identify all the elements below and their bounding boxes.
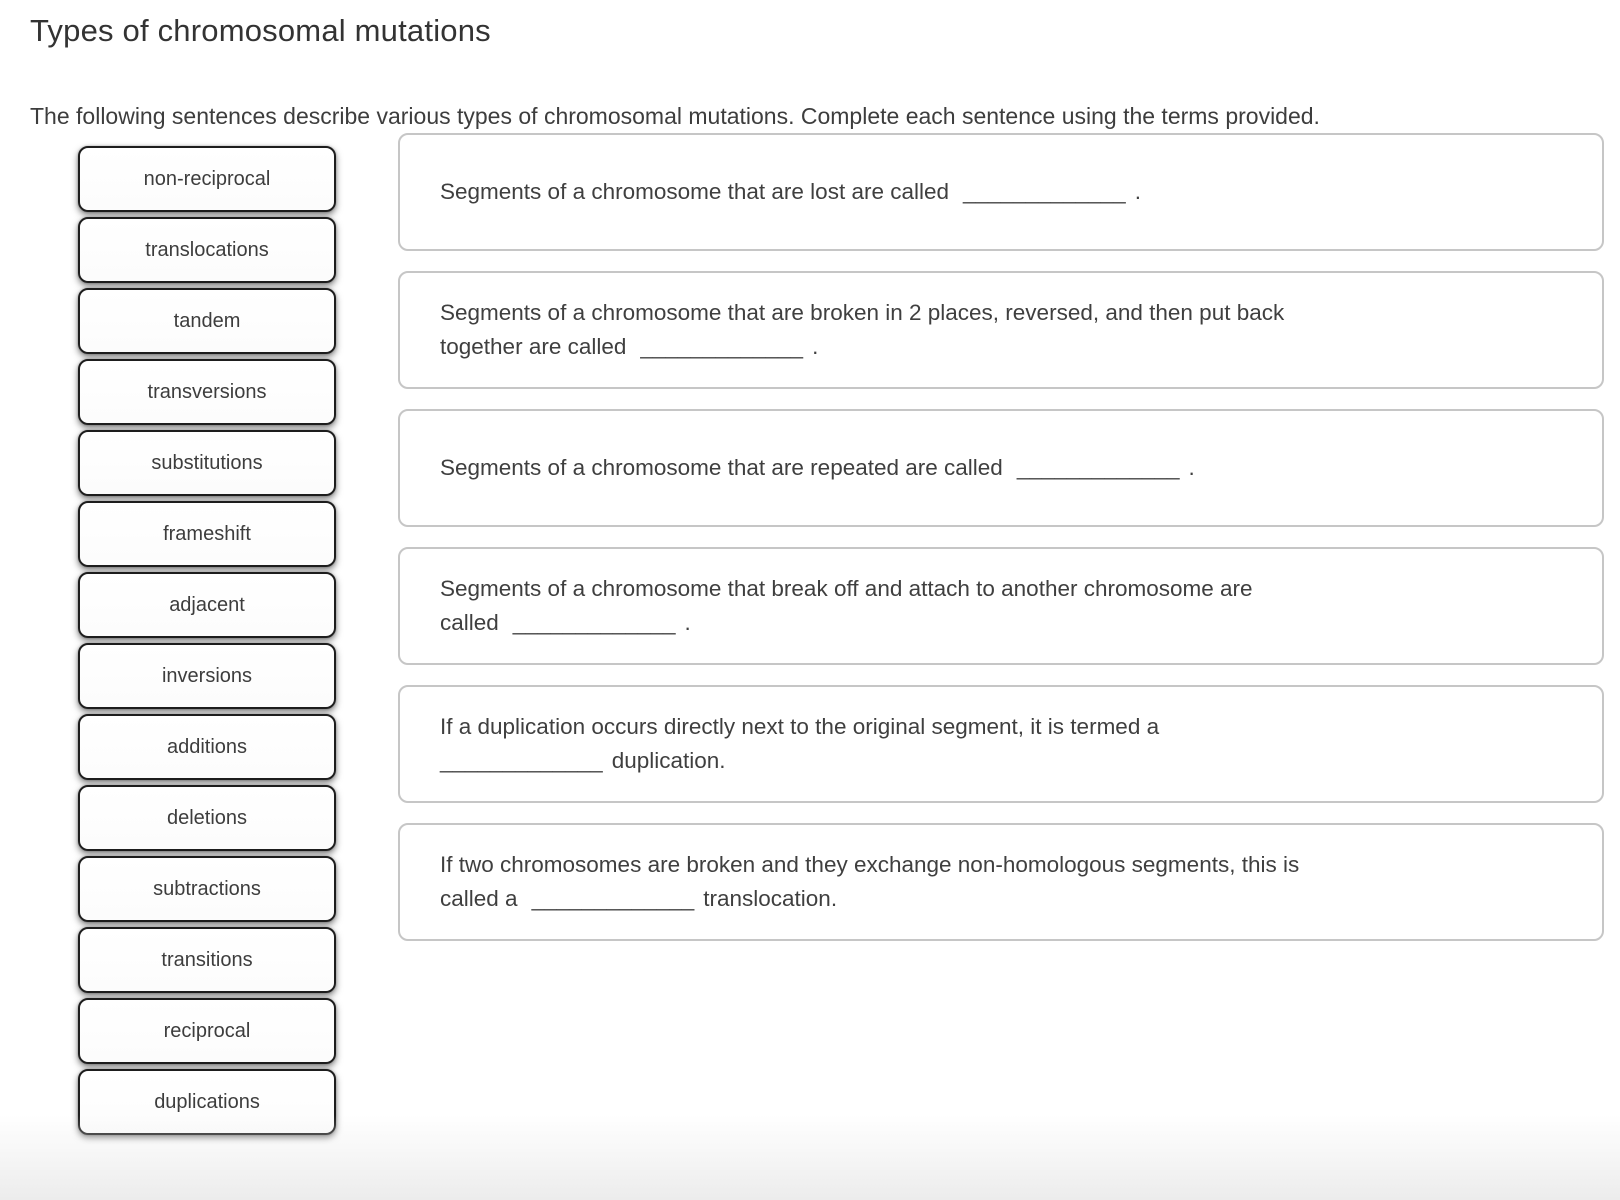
question-box[interactable] [398, 271, 1604, 389]
question-text-after: . [1134, 179, 1141, 204]
question-line [440, 330, 1562, 364]
term-chip[interactable]: transversions [78, 359, 336, 425]
answer-blank[interactable]: _____________ [512, 610, 676, 635]
term-chip[interactable]: translocations [78, 217, 336, 283]
question-line [440, 175, 1562, 209]
answer-blank[interactable]: _____________ [531, 886, 695, 911]
term-chip[interactable]: deletions [78, 785, 336, 851]
question-text: Segments of a chromosome that are repeated are called [440, 455, 1003, 480]
answer-blank[interactable]: _____________ [640, 334, 804, 359]
question-line [440, 572, 1562, 606]
question-line [440, 606, 1562, 640]
question-text-after: translocation. [703, 886, 838, 911]
term-chip[interactable]: duplications [78, 1069, 336, 1135]
term-chip[interactable]: adjacent [78, 572, 336, 638]
question-text: Segments of a chromosome that break off and attach to another chromosome are [440, 576, 1253, 601]
question-line [440, 710, 1562, 744]
question-line [440, 296, 1562, 330]
page-title: Types of chromosomal mutations [30, 12, 491, 48]
question-box[interactable] [398, 409, 1604, 527]
instruction-text: The following sentences describe various types of chromosomal mutations. Complete each sentence using the terms provided. [30, 103, 1320, 129]
term-chip[interactable]: subtractions [78, 856, 336, 922]
question-line [440, 744, 1562, 778]
term-chip[interactable]: tandem [78, 288, 336, 354]
question-box[interactable] [398, 823, 1604, 941]
question-text-after: duplication. [611, 748, 726, 773]
question-text: If a duplication occurs directly next to the original segment, it is termed a [440, 714, 1160, 739]
question-box[interactable] [398, 547, 1604, 665]
question-line [440, 882, 1562, 916]
term-bank [78, 146, 336, 1135]
question-box[interactable] [398, 133, 1604, 251]
question-text-after: . [1188, 455, 1195, 480]
question-text: together are called [440, 334, 627, 359]
term-chip[interactable]: additions [78, 714, 336, 780]
question-text: called a [440, 886, 518, 911]
question-text: Segments of a chromosome that are lost are called [440, 179, 950, 204]
term-chip[interactable]: transitions [78, 927, 336, 993]
term-chip[interactable]: substitutions [78, 430, 336, 496]
answer-blank[interactable]: _____________ [1016, 455, 1180, 480]
question-text: If two chromosomes are broken and they exchange non-homologous segments, this is [440, 852, 1300, 877]
answer-blank[interactable]: _____________ [963, 179, 1126, 204]
question-line [440, 451, 1562, 485]
term-chip[interactable]: reciprocal [78, 998, 336, 1064]
question-list [398, 133, 1604, 961]
term-chip[interactable]: frameshift [78, 501, 336, 567]
question-box[interactable] [398, 685, 1604, 803]
question-text: called [440, 610, 499, 635]
term-chip[interactable]: inversions [78, 643, 336, 709]
answer-blank[interactable]: _____________ [440, 748, 603, 773]
question-line [440, 848, 1562, 882]
question-text-after: . [812, 334, 819, 359]
question-text: Segments of a chromosome that are broken in 2 places, reversed, and then put back [440, 300, 1285, 325]
question-text-after: . [684, 610, 691, 635]
term-chip[interactable]: non-reciprocal [78, 146, 336, 212]
